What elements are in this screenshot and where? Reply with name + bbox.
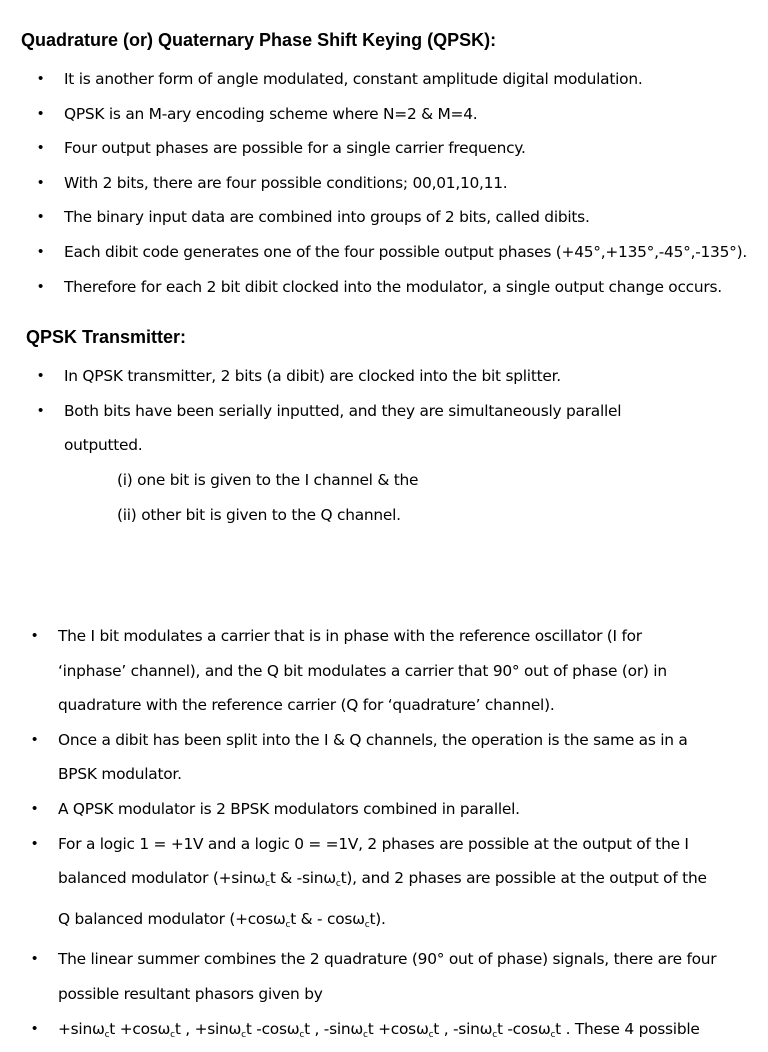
list-item: • Four output phases are possible for a single carrier frequency.	[38, 139, 526, 158]
list-item: • With 2 bits, there are four possible conditions; 00,01,10,11.	[38, 173, 508, 192]
section-title-qpsk-transmitter: QPSK Transmitter:	[26, 327, 187, 347]
list-item: • Once a dibit has been split into the I & Q channels, the operation is the same as in a BPSK modulator.	[32, 730, 688, 784]
channel-sub-list	[117, 463, 418, 532]
list-item: • It is another form of angle modulated, constant amplitude digital modulation.	[38, 70, 643, 88]
list-item: • Both bits have been serially inputted, and they are simultaneously parallel outputted.	[38, 401, 622, 455]
list-item: • In QPSK transmitter, 2 bits (a dibit) are clocked into the bit splitter.	[38, 367, 561, 385]
list-item: (i) one bit is given to the I channel & the	[117, 471, 419, 489]
list-item: • The I bit modulates a carrier that is in phase with the reference oscillator (I for ‘inphase’ channel), and the Q bit modulates a carrier that 90° out of phase (or) in quadrature with the reference carrier (Q for ‘quadrature’ channel).	[32, 627, 667, 715]
list-item: • Therefore for each 2 bit dibit clocked into the modulator, a single output change occurs.	[38, 277, 722, 296]
list-item: • Each dibit code generates one of the four possible output phases (+45°,+135°,-45°,-135°).	[38, 242, 747, 261]
list-item: • QPSK is an M-ary encoding scheme where N=2 & M=4.	[38, 104, 478, 123]
list-item: • For a logic 1 = +1V and a logic 0 = =1V, 2 phases are possible at the output of the I balanced modulator (+sinω$_c$t & -sinω$_c$t), and 2 phases are possible at the output of the Q balanced modulator (+cosω$_c$t & - cosω$_c$t).	[32, 834, 707, 930]
list-item: • The binary input data are combined into groups of 2 bits, called dibits.	[38, 208, 590, 227]
list-item: • The linear summer combines the 2 quadrature (90° out of phase) signals, there are four possible resultant phasors given by	[32, 950, 717, 1003]
transmitter-bullet-list	[40, 359, 621, 463]
list-item: (ii) other bit is given to the Q channel.	[117, 505, 401, 524]
section-title-qpsk: Quadrature (or) Quaternary Phase Shift Keying (QPSK):	[21, 30, 497, 50]
qpsk-bullet-list	[40, 62, 747, 304]
modulator-bullet-list	[34, 619, 716, 1052]
list-item: • A QPSK modulator is 2 BPSK modulators combined in parallel.	[32, 799, 520, 818]
list-item: • +sinω$_c$t +cosω$_c$t , +sinω$_c$t -cosω$_c$t , -sinω$_c$t +cosω$_c$t , -sinω$_c$t -cosω$_c$t . These 4 possible	[32, 1019, 700, 1040]
